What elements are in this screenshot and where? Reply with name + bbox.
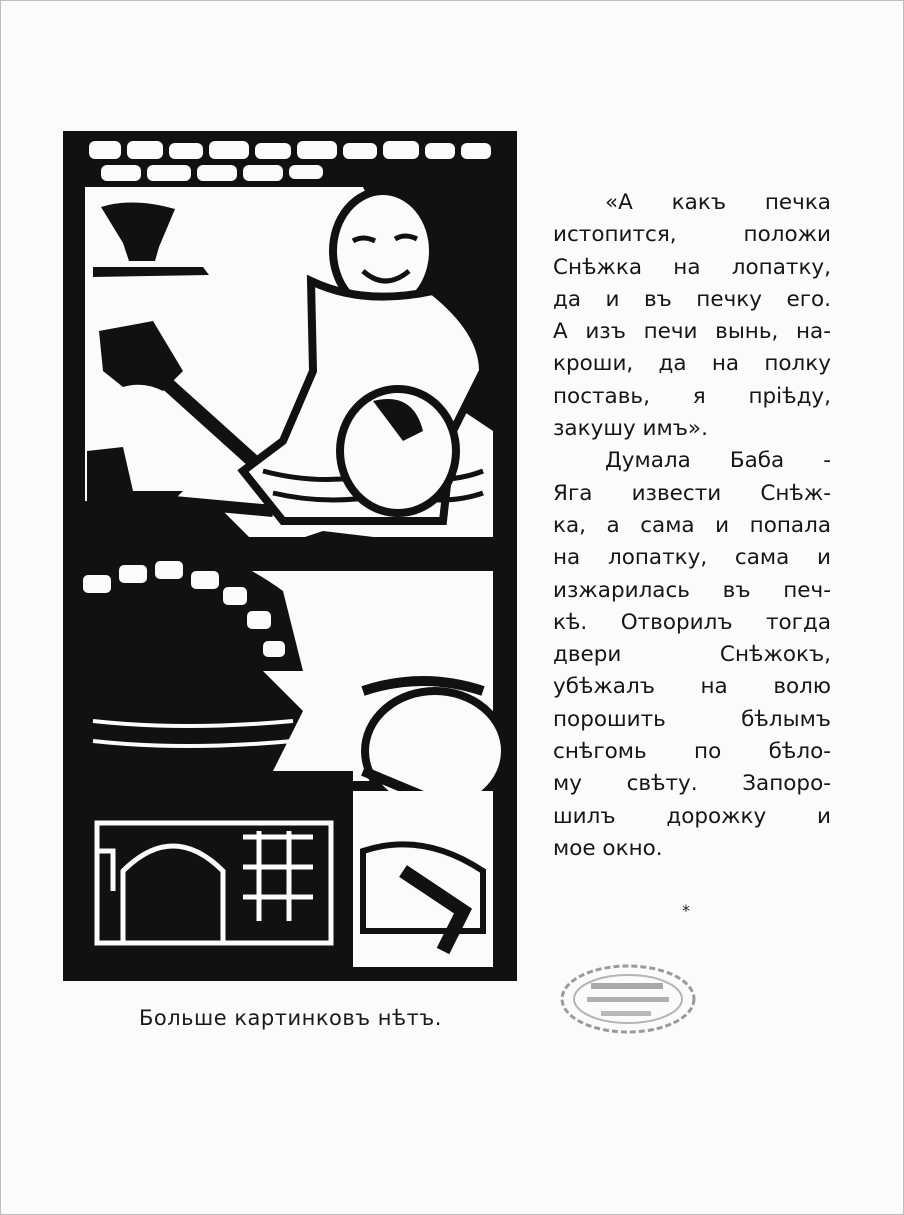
paragraph-1: [553, 187, 831, 445]
text-line: мое окно.: [553, 835, 663, 861]
text-line: изжарилась въ печ-: [553, 577, 831, 603]
paragraph-2: [553, 445, 831, 865]
text-line: кроши, да на полку: [553, 351, 831, 377]
text-line: Яга извести Снѣж-: [553, 480, 831, 506]
text-line: Снѣжка на лопатку,: [553, 254, 831, 280]
text-line: снѣгомь по бѣло-: [553, 739, 831, 765]
text-line: порошить бѣлымъ: [553, 706, 831, 732]
story-text: [553, 187, 831, 865]
woodcut-illustration: [63, 131, 517, 981]
text-line: двери Снѣжокъ,: [553, 642, 831, 668]
text-line: убѣжалъ на волю: [553, 674, 831, 700]
text-line: му свѣту. Запоро-: [553, 771, 831, 797]
text-line: закушу имъ».: [553, 416, 708, 442]
caption: Больше картинковъ нѣтъ.: [139, 1006, 442, 1030]
text-line: Думала Баба -: [605, 448, 831, 474]
library-stamp: [557, 961, 699, 1037]
text-line: на лопатку, сама и: [553, 545, 831, 571]
text-line: ка, а сама и попала: [553, 512, 831, 538]
text-line: шилъ дорожку и: [553, 803, 831, 829]
text-line: кѣ. Отворилъ тогда: [553, 609, 831, 635]
text-line: поставь, я прiѣду,: [553, 383, 831, 409]
text-line: «А какъ печка: [605, 190, 831, 215]
asterisk-ornament: *: [682, 901, 690, 920]
text-line: да и въ печку его.: [553, 286, 831, 312]
text-line: А изъ печи вынь, на-: [553, 319, 831, 345]
text-line: истопится, положи: [553, 222, 831, 248]
